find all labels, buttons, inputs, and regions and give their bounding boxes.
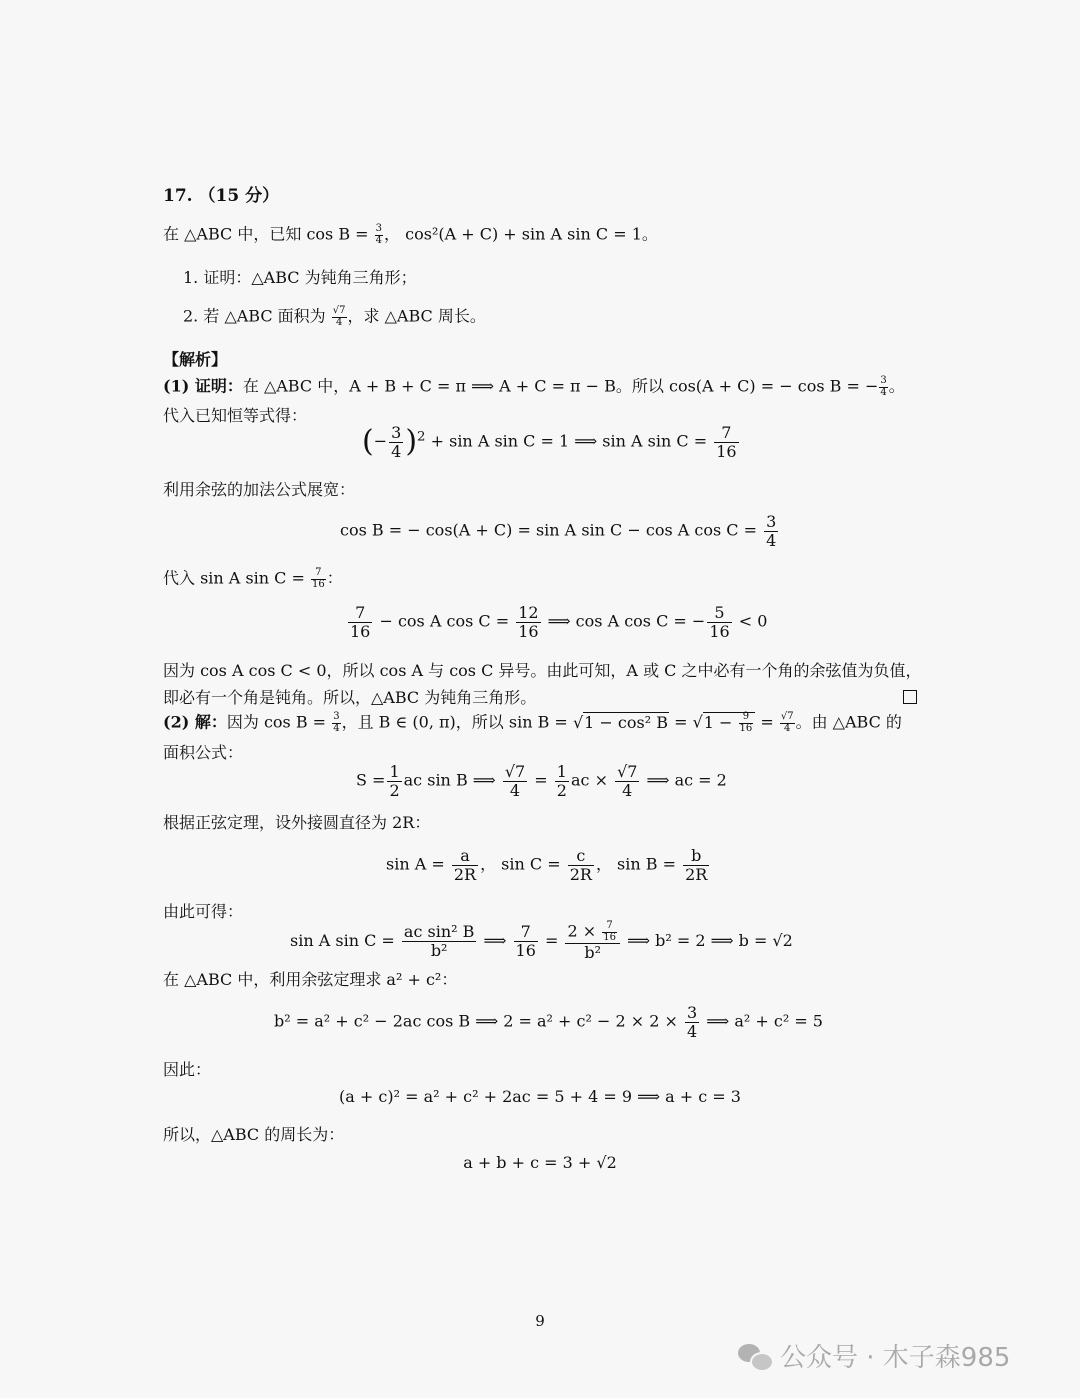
problem-heading: 17. （15 分） — [163, 186, 280, 206]
equation-5: sin A = $\frac{a}{2R}$ ， sin C = $\frac{c}{2R}$ ， sin B = $\frac{b}{2R}$ — [386, 846, 708, 884]
watermark-text: 公众号 · 木子森985 — [780, 1343, 1011, 1373]
solution-part2-intro: (2) 解：因为 cos B = $\frac{3}{4}$ ，且 B ∈ (0, π)，所以 sin B = √1 − cos² B = √1 − $\frac{9}{16}$ = $\frac{√7}{4}$ 。由 △ABC 的 — [163, 711, 902, 734]
step-derive: 由此可得： — [163, 902, 244, 921]
step-substitute: 代入已知恒等式得： — [163, 406, 308, 425]
equation-9: a + b + c = 3 + √2 — [463, 1153, 617, 1172]
step-sine-law: 根据正弦定理，设外接圆直径为 2R： — [163, 813, 431, 832]
wechat-icon — [738, 1342, 772, 1370]
solution-part1-intro: (1) 证明：在 △ABC 中，A + B + C = π ⟹ A + C = π − B。所以 cos(A + C) = − cos B = − $\frac{3}{4}$ 。 — [163, 375, 905, 398]
qed-box — [903, 690, 917, 704]
equation-8: (a + c)² = a² + c² + 2ac = 5 + 4 = 9 ⟹ a + c = 3 — [339, 1087, 741, 1106]
problem-statement: 在 △ABC 中，已知 cos B = $\frac{3}{4}$ ， cos²(A + C) + sin A sin C = 1。 — [163, 223, 658, 246]
problem-item-1: 1. 证明：△ABC 为钝角三角形； — [183, 268, 417, 287]
equation-1: (− $\frac{3}{4}$ )$^2$ + sin A sin C = 1 ⟹ sin A sin C = $\frac{7}{16}$ — [362, 423, 737, 461]
step-therefore: 因此： — [163, 1060, 212, 1079]
watermark — [738, 1337, 1010, 1374]
solution-label: 【解析】 — [163, 350, 228, 369]
page-number: 9 — [535, 1312, 545, 1330]
step-cosine-law: 在 △ABC 中，利用余弦定理求 a² + c²： — [163, 970, 458, 989]
equation-2: cos B = − cos(A + C) = sin A sin C − cos A cos C = $\frac{3}{4}$ — [340, 512, 777, 550]
equation-6: sin A sin C = $\frac{\text{ac sin² B}}{\text{b²}}$ ⟹ $\frac{7}{16}$ = 2 × $\frac{7}{16}$ b² ⟹ b² = 2 ⟹ b = √2 — [290, 920, 793, 962]
problem-item-2: 2. 若 △ABC 面积为 $\frac{√7}{4}$ ，求 △ABC 周长。 — [183, 305, 486, 328]
step-perimeter: 所以，△ABC 的周长为： — [163, 1125, 345, 1144]
step-substitute-2: 代入 sin A sin C = $\frac{7}{16}$ ： — [163, 567, 343, 590]
conclusion-line-1: 因为 cos A cos C < 0，所以 cos A 与 cos C 异号。由此可知，A 或 C 之中必有一个角的余弦值为负值， — [163, 661, 922, 680]
equation-7: b² = a² + c² − 2ac cos B ⟹ 2 = a² + c² − 2 × 2 × $\frac{3}{4}$ ⟹ a² + c² = 5 — [274, 1003, 823, 1041]
equation-3: $\frac{7}{16}$ − cos A cos C = $\frac{12}{16}$ ⟹ cos A cos C = − $\frac{5}{16}$ < 0 — [350, 603, 768, 641]
step-area-formula: 面积公式： — [163, 743, 244, 762]
equation-4: S = $\frac{1}{2}$ ac sin B ⟹ $\frac{√7}{4}$ = $\frac{1}{2}$ ac × $\frac{√7}{4}$ ⟹ ac = 2 — [356, 762, 727, 800]
step-expand: 利用余弦的加法公式展宽： — [163, 480, 356, 499]
conclusion-line-2: 即必有一个角是钝角。所以，△ABC 为钝角三角形。 — [163, 688, 537, 707]
